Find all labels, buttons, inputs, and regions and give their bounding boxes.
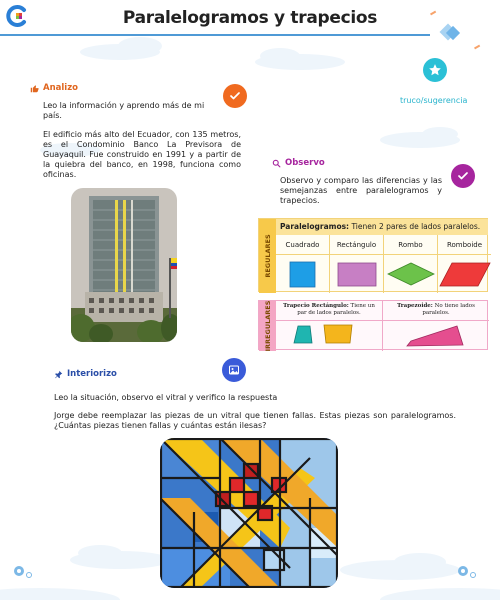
trapezoid-shape	[383, 321, 489, 349]
regulares-col-romboide	[437, 235, 491, 293]
trapezoide-label-bold: Trapezoide:	[397, 303, 433, 309]
analizo-heading	[30, 83, 78, 93]
interiorizo-image-button[interactable]	[222, 358, 246, 382]
regulares-col-cuadrado	[276, 235, 329, 293]
analizo-heading-text: Analizo	[43, 83, 78, 93]
analizo-body: El edificio más alto del Ecuador, con 135 metros, es el Condominio Banco La Previsora de Guayaquil. Fue construido en 1991 y a partir de la quiebra del banco, en 1998, funciona como oficinas.	[43, 130, 241, 179]
trapecio-label	[276, 301, 382, 321]
observo-check-button[interactable]	[451, 164, 475, 188]
analizo-check-button[interactable]	[223, 84, 247, 108]
irregulares-col-trapezoide	[382, 301, 489, 351]
trapezoide-label	[383, 301, 489, 321]
regulares-side-label: REGULARES	[263, 234, 272, 278]
regulares-col-rombo	[383, 235, 437, 293]
observo-heading-text: Observo	[285, 158, 325, 168]
square-shape	[276, 255, 329, 293]
search-icon	[272, 159, 281, 168]
trapecio-label-bold: Trapecio Rectángulo:	[283, 303, 349, 309]
check-icon	[229, 90, 241, 102]
right-trapezoid-shapes	[276, 321, 382, 349]
interiorizo-instruction: Leo la situación, observo el vitral y verifico la respuesta	[54, 393, 278, 402]
circle-decoration-icon	[12, 564, 34, 580]
col-label: Rectángulo	[330, 235, 383, 255]
regulares-table	[258, 218, 488, 292]
diamond-decoration-icon	[436, 22, 464, 46]
interiorizo-heading	[54, 369, 117, 379]
regulares-side	[259, 219, 276, 293]
regulares-header-rest: Tienen 2 pares de lados paralelos.	[349, 222, 481, 231]
rectangle-shape	[330, 255, 383, 293]
rhombus-shape	[384, 255, 437, 293]
star-icon	[428, 63, 442, 77]
pin-icon	[54, 370, 63, 379]
trapecio-label-rest: Tiene un par de lados paralelos.	[297, 303, 375, 316]
title-underline	[0, 34, 430, 36]
irregulares-col-trapecio	[276, 301, 382, 351]
interiorizo-heading-text: Interiorizo	[67, 369, 117, 379]
irregulares-side	[259, 301, 276, 351]
image-icon	[228, 364, 240, 376]
tip-button[interactable]	[423, 58, 447, 82]
logo-icon	[6, 4, 30, 28]
page-title: Paralelogramos y trapecios	[122, 8, 378, 28]
analizo-intro: Leo la información y aprendo más de mi país.	[43, 101, 205, 120]
interiorizo-problem: Jorge debe reemplazar las piezas de un vitral que tienen fallas. Estas piezas son paralelogramos. ¿Cuántas piezas tienen fallas y cuántas están ilesas?	[54, 411, 456, 430]
building-photo	[71, 188, 177, 342]
col-label: Cuadrado	[276, 235, 329, 255]
col-label: Romboide	[438, 235, 491, 255]
col-label: Rombo	[384, 235, 437, 255]
irregulares-columns	[276, 301, 488, 351]
observo-body: Observo y comparo las diferencias y las semejanzas entre paralelogramos y trapecios.	[280, 176, 442, 205]
stained-glass-image	[160, 438, 338, 588]
regulares-header	[276, 219, 488, 235]
thumbs-up-icon	[30, 84, 39, 93]
observo-heading	[272, 158, 325, 168]
rhomboid-shape	[438, 255, 491, 293]
regulares-col-rectangulo	[329, 235, 383, 293]
irregulares-side-label: IRREGULARES	[263, 300, 272, 352]
trapezoide-label-rest: No tiene lados paralelos.	[422, 303, 475, 316]
tip-label: truco/sugerencia	[400, 96, 468, 105]
irregulares-table	[258, 300, 488, 350]
regulares-columns	[276, 235, 488, 293]
circle-decoration-icon	[456, 564, 478, 580]
check-icon	[457, 170, 469, 182]
regulares-header-bold: Paralelogramos:	[280, 222, 350, 231]
